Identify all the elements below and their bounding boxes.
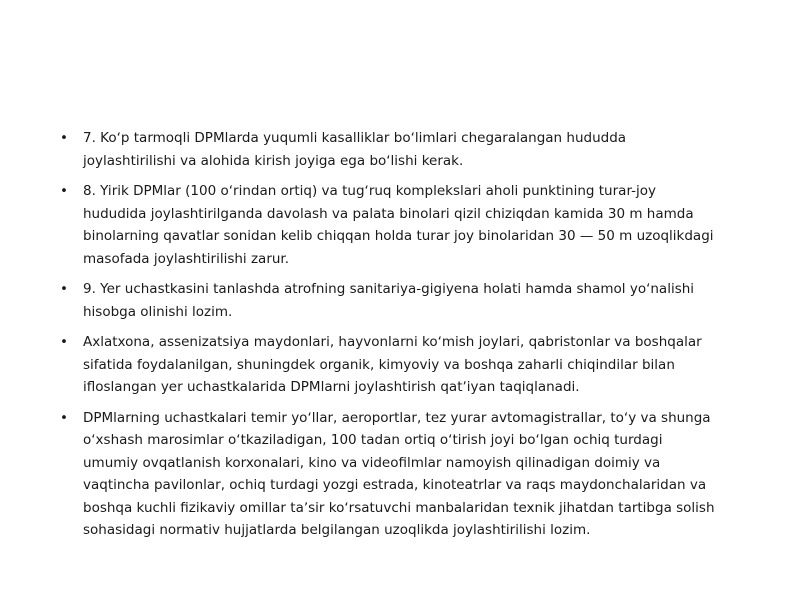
bullet-item [60,180,720,270]
bullet-dot: • [60,334,68,350]
bullet-dot: • [60,183,68,199]
bullet-text: 7. Koʻp tarmoqli DPMlarda yuqumli kasalliklar boʻlimlari chegaralangan hududda joylashtirilishi va alohida kirish joyiga ega boʻlishi kerak. [83,130,627,169]
bullet-text: Axlatxona, assenizatsiya maydonlari, hayvonlarni koʻmish joylari, qabristonlar va boshqalar sifatida foydalanilgan, shuningdek organik, kimyoviy va boshqa zaharli chiqindilar bilan ifloslangan yer uchastkalarida DPMlarni joylashtirish qatʼiyan taqiqlanadi. [83,334,702,395]
bullet-item [60,278,720,323]
bullet-item [60,127,720,172]
bullet-text: DPMlarning uchastkalari temir yoʻllar, aeroportlar, tez yurar avtomagistrallar, toʻy va shunga oʻxshash marosimlar oʻtkaziladigan, 100 tadan ortiq oʻtirish joyi boʻlgan ochiq turdagi umumiy ovqatlanish korxonalari, kino va videofilmlar namoyish qilinadigan doimiy va vaqtincha pavilonlar, ochiq turdagi yozgi estrada, kinoteatrlar va raqs maydonchalaridan va boshqa kuchli fizikaviy omillar taʼsir koʻrsatuvchi manbalaridan texnik jihatdan tartibga solish sohasidagi normativ hujjatlarda belgilangan uzoqlikda joylashtirilishi lozim. [83,409,715,538]
bullet-text: 8. Yirik DPMlar (100 oʻrindan ortiq) va tugʻruq komplekslari aholi punktining turar-joy hududida joylashtirilganda davolash va palata binolari qizil chiziqdan kamida 30 m hamda binolarning qavatlar sonidan kelib chiqqan holda turar joy binolaridan 30 — 50 m uzoqlikdagi masofada joylashtirilishi zarur. [83,183,714,267]
bullet-list [60,127,720,550]
bullet-item [60,331,720,399]
bullet-item [60,407,720,542]
bullet-dot: • [60,409,68,426]
bullet-dot: • [60,281,68,297]
bullet-dot: • [60,130,68,146]
bullet-text: 9. Yer uchastkasini tanlashda atrofning sanitariya-gigiyena holati hamda shamol yoʻnalishi hisobga olinishi lozim. [83,281,695,320]
